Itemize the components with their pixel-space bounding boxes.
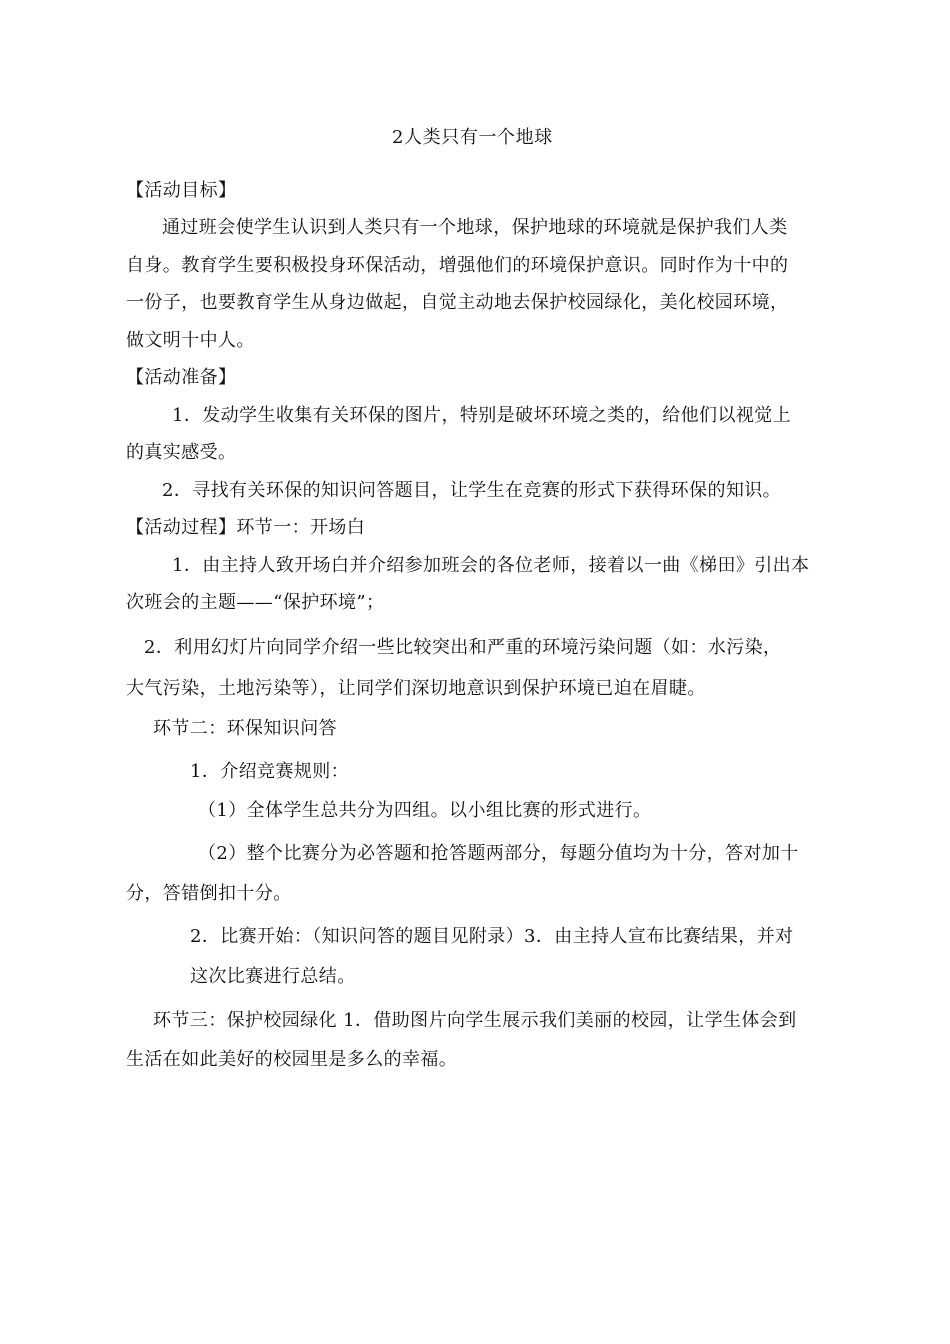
step2-line-1: 1．介绍竞赛规则： <box>190 761 350 782</box>
process-line-3: 2．利用幻灯片向同学介绍一些比较突出和严重的环境污染问题（如：水污染， <box>144 637 782 658</box>
step3-line-1: 环节三：保护校园绿化 1．借助图片向学生展示我们美丽的校园，让学生体会到 <box>153 1010 797 1031</box>
process-line-1: 1．由主持人致开场白并介绍参加班会的各位老师，接着以一曲《梯田》引出本 <box>172 555 810 576</box>
process-line-2: 次班会的主题——“保护环境”； <box>126 592 385 613</box>
goal-line-1: 通过班会使学生认识到人类只有一个地球，保护地球的环境就是保护我们人类 <box>162 217 788 238</box>
step2-line-3: （2）整个比赛分为必答题和抢答题两部分，每题分值均为十分，答对加十 <box>198 843 799 864</box>
goal-line-3: 一份子，也要教育学生从身边做起，自觉主动地去保护校园绿化，美化校园环境， <box>126 292 789 313</box>
step2-line-6: 这次比赛进行总结。 <box>190 966 356 987</box>
goal-line-2: 自身。教育学生要积极投身环保活动，增强他们的环境保护意识。同时作为十中的 <box>126 255 789 276</box>
process-line-4: 大气污染，土地污染等），让同学们深切地意识到保护环境已迫在眉睫。 <box>126 678 706 699</box>
document-title: 2人类只有一个地球 <box>392 127 553 148</box>
step2-heading: 环节二：环保知识问答 <box>153 718 337 739</box>
goal-heading: 【活动目标】 <box>126 180 237 201</box>
step3-line-2: 生活在如此美好的校园里是多么的幸福。 <box>126 1049 458 1070</box>
step2-line-2: （1）全体学生总共分为四组。以小组比赛的形式进行。 <box>198 800 652 821</box>
prep-line-1: 1．发动学生收集有关环保的图片，特别是破坏环境之类的，给他们以视觉上 <box>172 405 792 426</box>
prep-line-2: 的真实感受。 <box>126 442 237 463</box>
step2-line-4: 分，答错倒扣十分。 <box>126 883 292 904</box>
prep-heading: 【活动准备】 <box>126 367 237 388</box>
prep-line-3: 2．寻找有关环保的知识问答题目，让学生在竞赛的形式下获得环保的知识。 <box>162 480 782 501</box>
step2-line-5: 2．比赛开始：（知识问答的题目见附录）3．由主持人宣布比赛结果，并对 <box>190 926 794 947</box>
goal-line-4: 做文明十中人。 <box>126 330 255 351</box>
process-heading: 【活动过程】环节一：开场白 <box>126 517 366 538</box>
